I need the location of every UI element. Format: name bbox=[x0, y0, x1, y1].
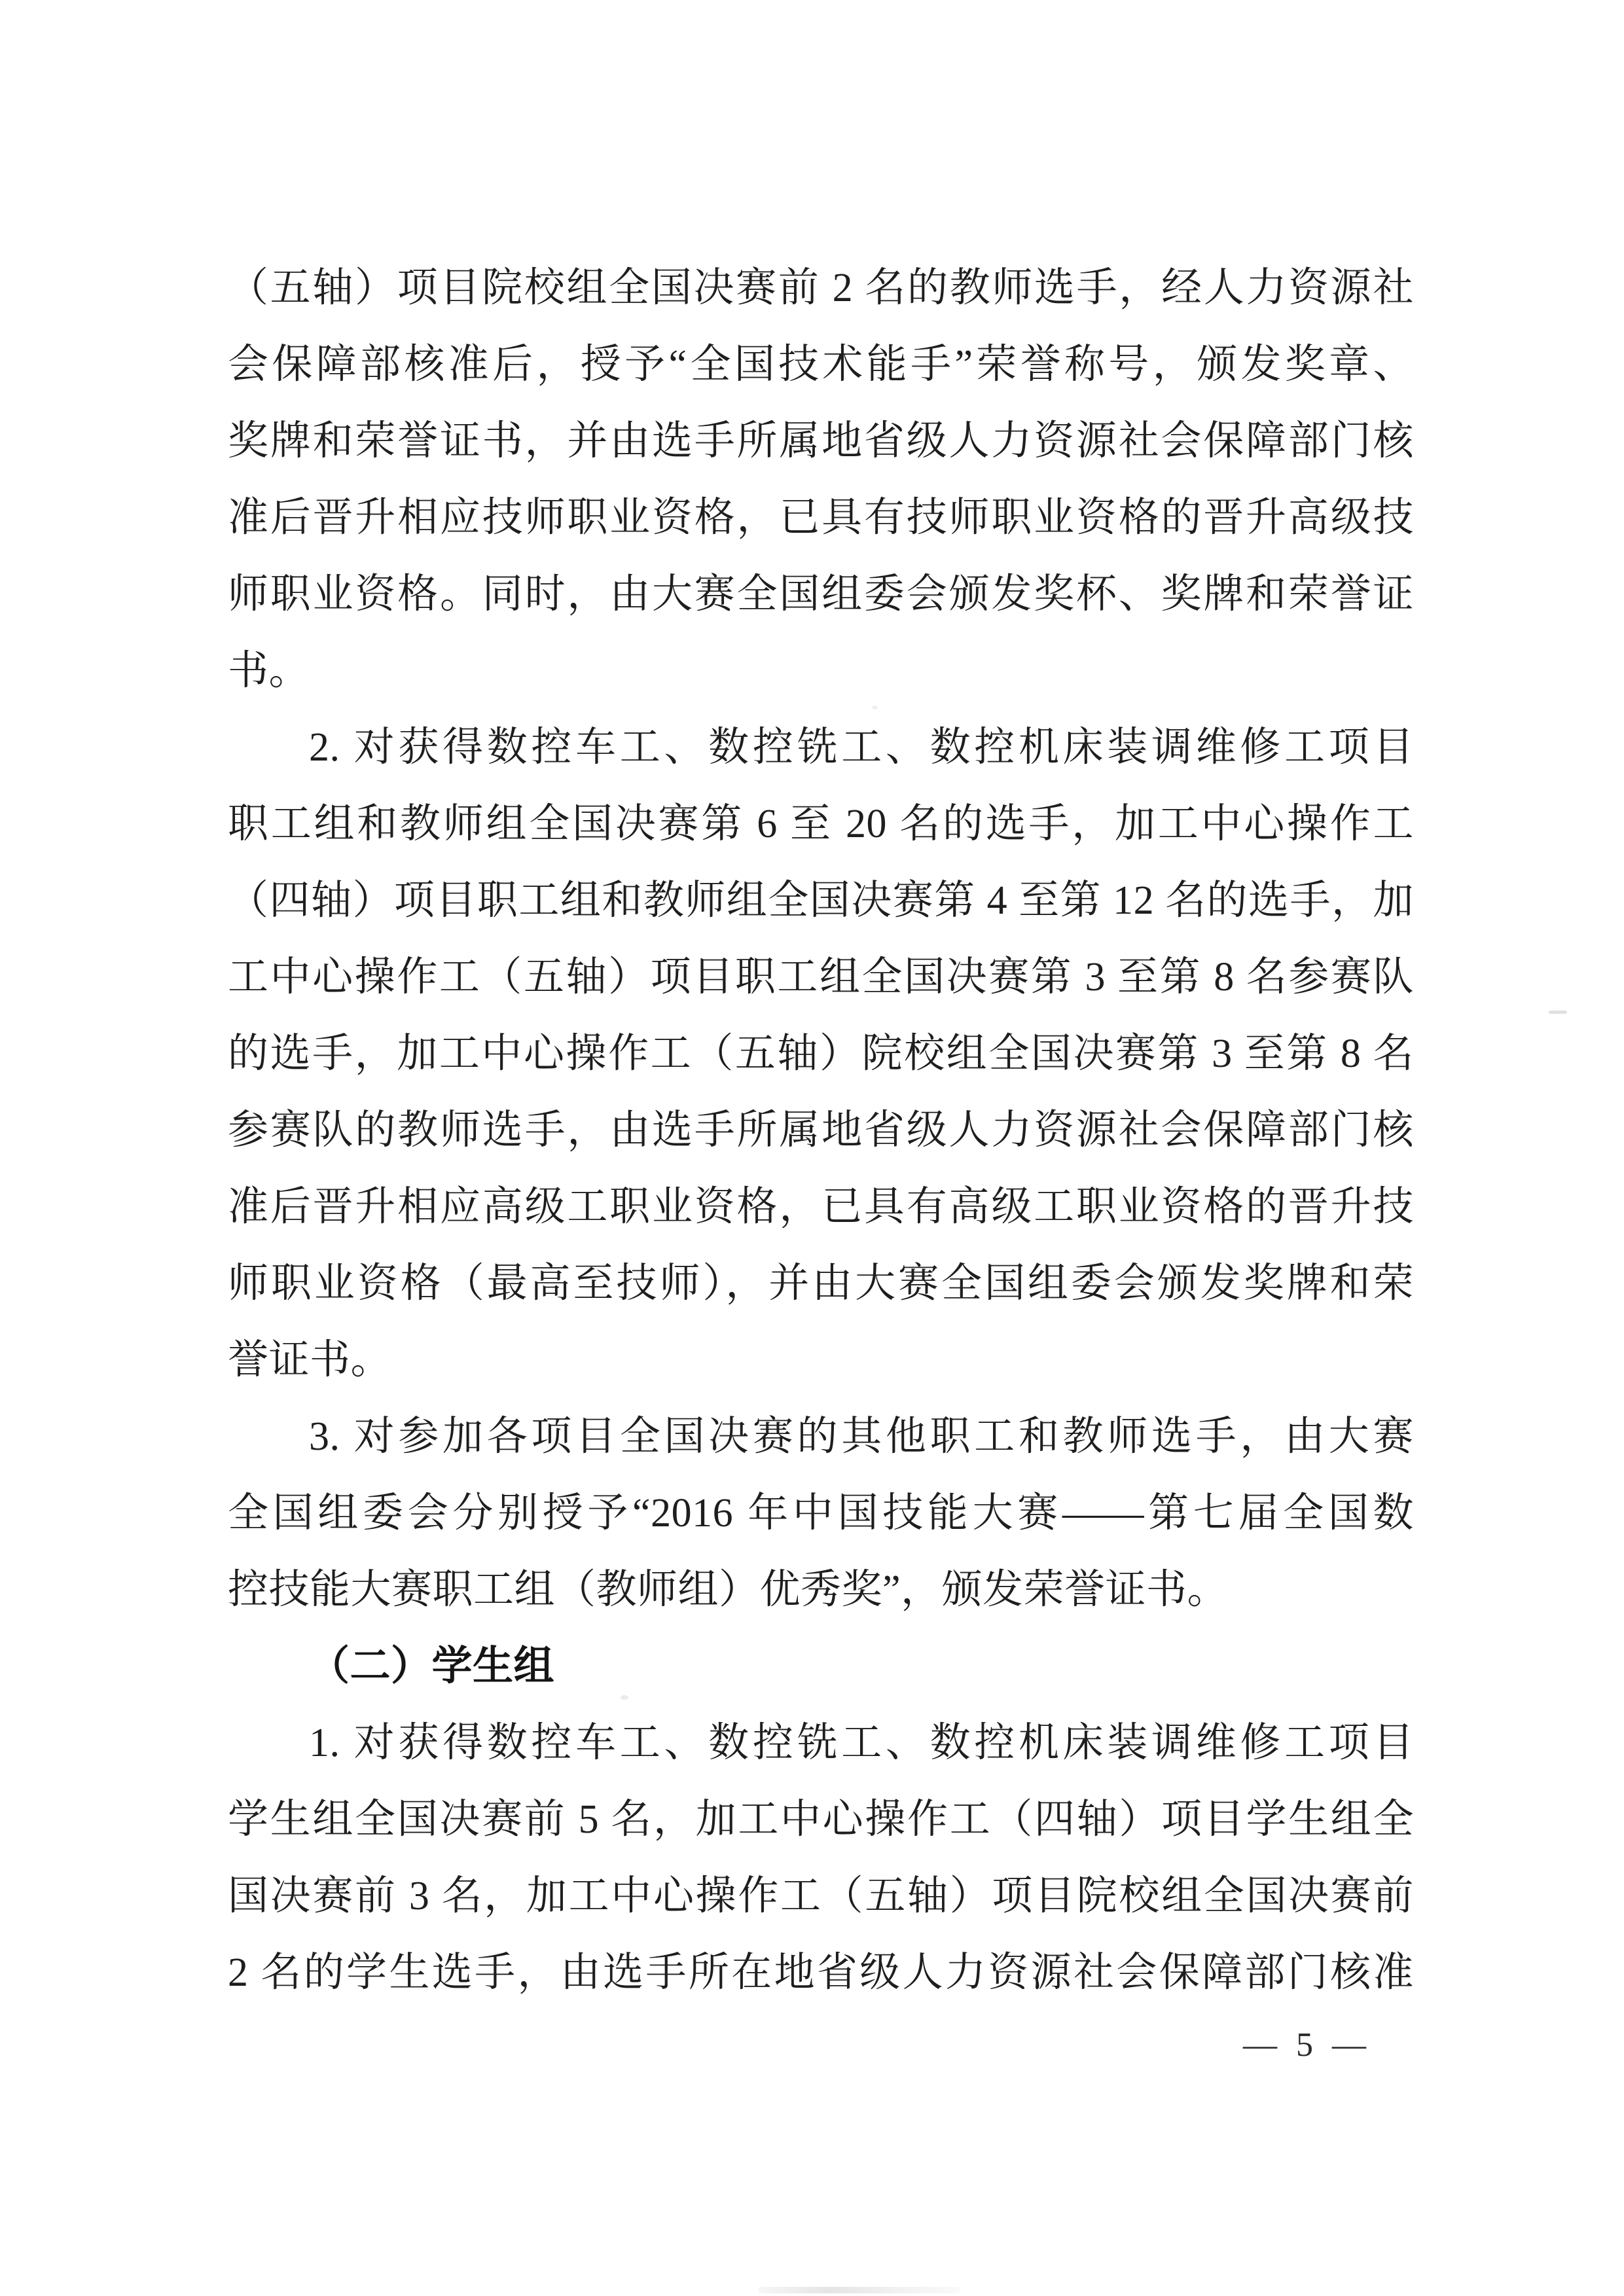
scan-speck bbox=[621, 1695, 628, 1700]
text-line: 参赛队的教师选手，由选手所属地省级人力资源社会保障部门核 bbox=[228, 1108, 1414, 1153]
text-line: 师职业资格。同时，由大赛全国组委会颁发奖杯、奖牌和荣誉证 bbox=[228, 572, 1414, 617]
text-line: 誉证书。 bbox=[228, 1338, 392, 1382]
text-line: 会保障部核准后，授予“全国技术能手”荣誉称号，颁发奖章、 bbox=[228, 342, 1414, 387]
text-line: 准后晋升相应高级工职业资格，已具有高级工职业资格的晋升技 bbox=[228, 1185, 1414, 1229]
text-line: 2 名的学生选手，由选手所在地省级人力资源社会保障部门核准 bbox=[228, 1950, 1414, 1995]
page-number: — 5 — bbox=[1243, 2026, 1371, 2064]
text-line: 学生组全国决赛前 5 名，加工中心操作工（四轴）项目学生组全 bbox=[228, 1797, 1414, 1842]
paragraph-start-line: 3. 对参加各项目全国决赛的其他职工和教师选手，由大赛 bbox=[309, 1414, 1414, 1459]
text-line: 准后晋升相应技师职业资格，已具有技师职业资格的晋升高级技 bbox=[228, 495, 1414, 540]
scan-smudge bbox=[758, 2287, 961, 2293]
text-line: （五轴）项目院校组全国决赛前 2 名的教师选手，经人力资源社 bbox=[228, 266, 1414, 310]
section-heading: （二）学生组 bbox=[309, 1644, 555, 1689]
document-body bbox=[228, 250, 1414, 2011]
scan-speck bbox=[872, 706, 878, 709]
paragraph-start-line: 1. 对获得数控车工、数控铣工、数控机床装调维修工项目 bbox=[309, 1721, 1414, 1765]
text-line: 的选手，加工中心操作工（五轴）院校组全国决赛第 3 至第 8 名 bbox=[228, 1031, 1414, 1076]
text-line: 书。 bbox=[228, 649, 310, 693]
text-line: 控技能大赛职工组（教师组）优秀奖”，颁发荣誉证书。 bbox=[228, 1568, 1229, 1612]
scan-speck bbox=[1549, 1011, 1567, 1014]
text-line: 职工组和教师组全国决赛第 6 至 20 名的选手，加工中心操作工 bbox=[228, 802, 1414, 846]
text-line: 奖牌和荣誉证书，并由选手所属地省级人力资源社会保障部门核 bbox=[228, 419, 1414, 463]
text-line: 国决赛前 3 名，加工中心操作工（五轴）项目院校组全国决赛前 bbox=[228, 1874, 1414, 1918]
text-line: 师职业资格（最高至技师），并由大赛全国组委会颁发奖牌和荣 bbox=[228, 1261, 1414, 1306]
text-line: （四轴）项目职工组和教师组全国决赛第 4 至第 12 名的选手，加 bbox=[228, 878, 1414, 923]
text-line: 工中心操作工（五轴）项目职工组全国决赛第 3 至第 8 名参赛队 bbox=[228, 955, 1414, 999]
paragraph-start-line: 2. 对获得数控车工、数控铣工、数控机床装调维修工项目 bbox=[309, 725, 1414, 770]
text-line: 全国组委会分别授予“2016 年中国技能大赛——第七届全国数 bbox=[228, 1491, 1414, 1535]
